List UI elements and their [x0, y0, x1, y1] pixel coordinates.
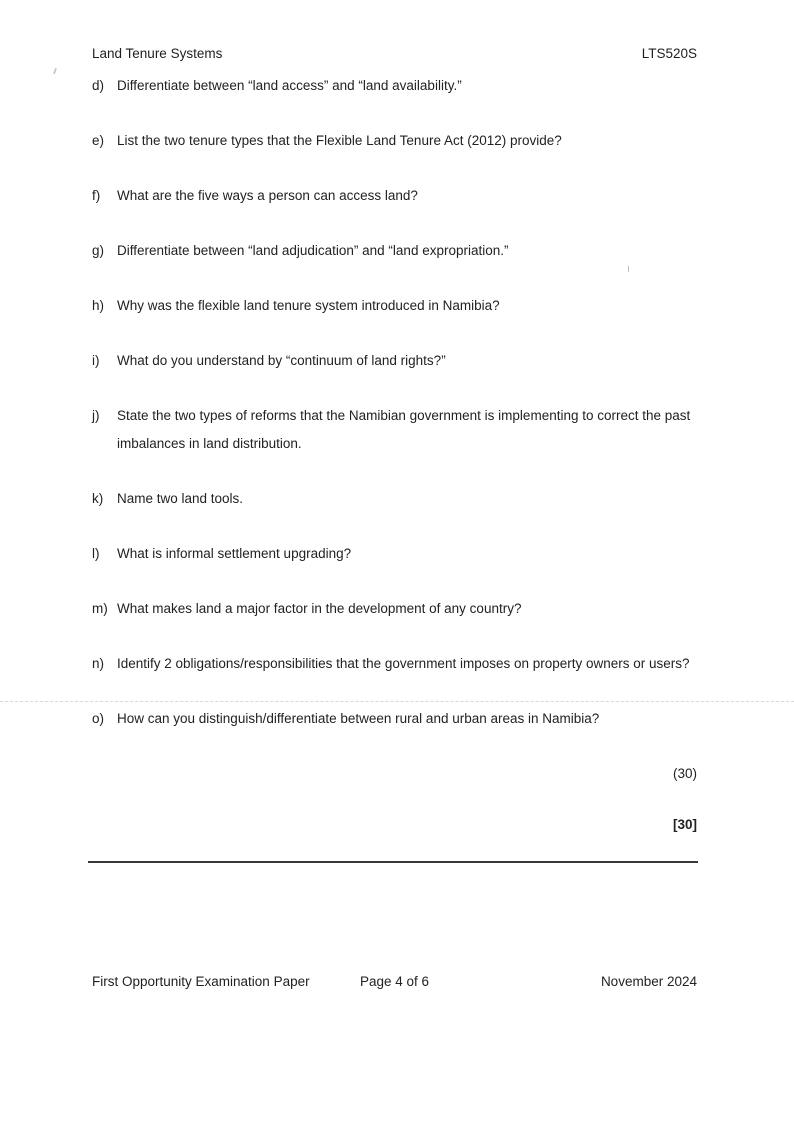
- question-text: Identify 2 obligations/responsibilities that the government imposes on property owners or users?: [117, 656, 690, 671]
- question-row-e: [92, 127, 697, 155]
- question-label: k): [92, 491, 104, 506]
- footer-divider-line: [88, 861, 698, 863]
- question-text: Differentiate between “land adjudication” and “land expropriation.”: [117, 243, 509, 258]
- scan-speck: [53, 68, 57, 74]
- question-text: Name two land tools.: [117, 491, 244, 506]
- total-marks: [30]: [672, 817, 697, 832]
- question-label: j): [92, 408, 100, 423]
- question-label: o): [92, 711, 105, 726]
- question-text: Differentiate between “land access” and “land availability.”: [117, 78, 462, 93]
- page-content: [92, 46, 697, 839]
- question-row-m: [92, 595, 697, 623]
- question-row-j: [92, 402, 697, 458]
- question-text: What makes land a major factor in the development of any country?: [117, 601, 522, 616]
- question-label: m): [92, 601, 108, 616]
- question-row-h: [92, 292, 697, 320]
- footer-paper-name: First Opportunity Examination Paper: [92, 974, 310, 989]
- course-code: LTS520S: [641, 46, 697, 61]
- question-row-n: [92, 650, 697, 678]
- question-row-g: [92, 237, 697, 265]
- question-label: h): [92, 298, 105, 313]
- question-text: List the two tenure types that the Flexible Land Tenure Act (2012) provide?: [117, 133, 562, 148]
- question-row-d: [92, 72, 697, 100]
- question-text: How can you distinguish/differentiate between rural and urban areas in Namibia?: [117, 711, 600, 726]
- question-label: d): [92, 78, 105, 93]
- page-number: Page 4 of 6: [359, 974, 430, 989]
- question-text: State the two types of reforms that the Namibian government is implementing to correct the past imbalances in land distribution.: [117, 408, 691, 451]
- question-label: f): [92, 188, 101, 203]
- question-text: What are the five ways a person can access land?: [117, 188, 418, 203]
- footer-date: November 2024: [600, 974, 697, 989]
- course-title: Land Tenure Systems: [92, 46, 223, 61]
- page-header: [92, 46, 697, 61]
- question-label: i): [92, 353, 100, 368]
- question-text: What is informal settlement upgrading?: [117, 546, 352, 561]
- question-row-i: [92, 347, 697, 375]
- question-row-l: [92, 540, 697, 568]
- question-text: What do you understand by “continuum of land rights?”: [117, 353, 446, 368]
- question-row-f: [92, 182, 697, 210]
- question-row-k: [92, 485, 697, 513]
- question-row-o: [92, 705, 697, 733]
- question-text: Why was the flexible land tenure system introduced in Namibia?: [117, 298, 500, 313]
- question-label: l): [92, 546, 100, 561]
- question-label: n): [92, 656, 105, 671]
- page-footer: [92, 968, 697, 996]
- question-label: e): [92, 133, 105, 148]
- question-list: [92, 72, 697, 733]
- section-marks: (30): [672, 766, 697, 781]
- question-label: g): [92, 243, 105, 258]
